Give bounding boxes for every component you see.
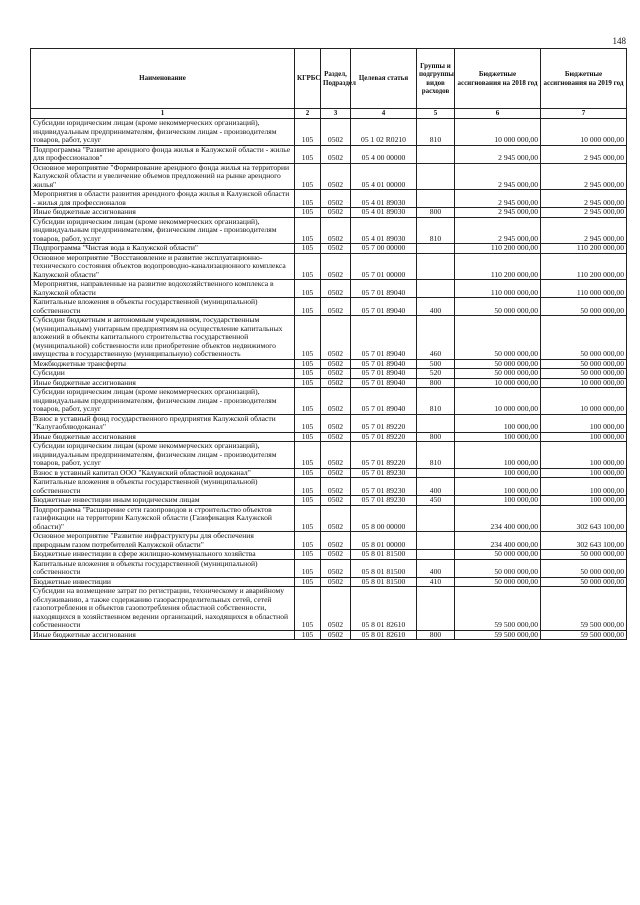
row-razdel: 0502 [321,577,351,587]
row-razdel: 0502 [321,316,351,360]
row-budget-2019: 10 000 000,00 [541,388,627,415]
row-expense-type: 810 [417,442,455,469]
column-number-row [31,109,627,119]
row-expense-type [417,414,455,432]
row-kgrbs: 105 [295,369,321,379]
row-expense-type [417,532,455,550]
row-budget-2018: 59 500 000,00 [455,630,541,640]
table-row [31,163,627,190]
row-budget-2018: 50 000 000,00 [455,559,541,577]
table-header-row [31,49,627,109]
row-razdel: 0502 [321,550,351,560]
row-kgrbs: 105 [295,280,321,298]
row-kgrbs: 105 [295,359,321,369]
row-budget-2018: 2 945 000,00 [455,145,541,163]
row-budget-2018: 110 200 000,00 [455,253,541,280]
table-row [31,244,627,254]
row-kgrbs: 105 [295,190,321,208]
row-expense-type: 800 [417,378,455,388]
row-razdel: 0502 [321,388,351,415]
row-expense-type: 800 [417,208,455,218]
row-expense-type: 460 [417,316,455,360]
row-name: Взнос в уставный фонд государственного предприятия Калужской области "Калугаоблводоканал" [31,414,295,432]
header-name: Наименование [31,49,295,109]
row-target-article: 05 8 01 81500 [351,577,417,587]
row-budget-2019: 2 945 000,00 [541,190,627,208]
row-target-article: 05 8 01 82610 [351,630,417,640]
row-kgrbs: 105 [295,388,321,415]
row-razdel: 0502 [321,432,351,442]
row-target-article: 05 7 01 89040 [351,359,417,369]
row-target-article: 05 4 01 00000 [351,163,417,190]
row-name: Мероприятия, направленные на развитие водохозяйственного комплекса в Калужской области [31,280,295,298]
row-target-article: 05 7 01 89220 [351,442,417,469]
row-target-article: 05 7 00 00000 [351,244,417,254]
row-kgrbs: 105 [295,559,321,577]
table-row [31,559,627,577]
row-budget-2018: 59 500 000,00 [455,587,541,631]
row-target-article: 05 8 01 81500 [351,559,417,577]
row-expense-type [417,587,455,631]
row-name: Капитальные вложения в объекты государственной (муниципальной) собственности [31,298,295,316]
row-expense-type [417,468,455,478]
row-razdel: 0502 [321,280,351,298]
row-name: Субсидии юридическим лицам (кроме некоммерческих организаций), индивидуальным предпринимателям, физическим лицам - производителям товаров, работ, услуг [31,119,295,146]
row-razdel: 0502 [321,298,351,316]
row-kgrbs: 105 [295,505,321,532]
row-expense-type [417,550,455,560]
row-budget-2018: 2 945 000,00 [455,217,541,244]
row-kgrbs: 105 [295,217,321,244]
row-razdel: 0502 [321,630,351,640]
row-name: Подпрограмма "Чистая вода в Калужской области" [31,244,295,254]
row-budget-2018: 234 400 000,00 [455,532,541,550]
row-razdel: 0502 [321,496,351,506]
table-row [31,587,627,631]
table-row [31,217,627,244]
row-budget-2019: 110 200 000,00 [541,253,627,280]
row-name: Субсидии юридическим лицам (кроме некоммерческих организаций), индивидуальным предпринимателям, физическим лицам - производителям товаров, работ, услуг [31,442,295,469]
row-razdel: 0502 [321,442,351,469]
row-expense-type [417,163,455,190]
row-razdel: 0502 [321,559,351,577]
row-razdel: 0502 [321,208,351,218]
row-name: Межбюджетные трансферты [31,359,295,369]
row-expense-type: 520 [417,369,455,379]
header-statia: Целевая статья [351,49,417,109]
row-budget-2019: 59 500 000,00 [541,587,627,631]
column-number: 4 [351,109,417,119]
row-name: Субсидии на возмещение затрат по регистрации, техническому и аварийному обслуживанию, а также содержанию газораспределительных сетей, сетей газопотребления и объектов газопотребления областной собственности, находящихся в хозяйственном ведении организаций, находящихся в областной собственности [31,587,295,631]
row-kgrbs: 105 [295,442,321,469]
row-razdel: 0502 [321,217,351,244]
row-expense-type: 400 [417,559,455,577]
row-budget-2018: 100 000,00 [455,496,541,506]
row-name: Капитальные вложения в объекты государственной (муниципальной) собственности [31,478,295,496]
row-expense-type: 410 [417,577,455,587]
table-row [31,478,627,496]
row-name: Бюджетные инвестиции [31,577,295,587]
row-budget-2018: 100 000,00 [455,414,541,432]
row-target-article: 05 4 01 89030 [351,190,417,208]
row-kgrbs: 105 [295,208,321,218]
row-budget-2019: 2 945 000,00 [541,208,627,218]
row-expense-type: 810 [417,217,455,244]
row-budget-2019: 110 200 000,00 [541,244,627,254]
row-target-article: 05 4 01 89030 [351,208,417,218]
row-budget-2018: 2 945 000,00 [455,208,541,218]
table-row [31,388,627,415]
header-budget-2018: Бюджетные ассигнования на 2018 год [455,49,541,109]
row-budget-2018: 100 000,00 [455,442,541,469]
row-name: Иные бюджетные ассигнования [31,378,295,388]
row-budget-2019: 100 000,00 [541,496,627,506]
row-budget-2019: 302 643 100,00 [541,532,627,550]
row-name: Взнос в уставный капитал ООО "Калужский областной водоканал" [31,468,295,478]
row-budget-2018: 110 200 000,00 [455,244,541,254]
row-razdel: 0502 [321,145,351,163]
header-budget-2019: Бюджетные ассигнования на 2019 год [541,49,627,109]
table-row [31,316,627,360]
row-budget-2018: 2 945 000,00 [455,163,541,190]
column-number: 3 [321,109,351,119]
table-row [31,298,627,316]
row-expense-type: 500 [417,359,455,369]
row-target-article: 05 7 01 89040 [351,316,417,360]
row-name: Субсидии юридическим лицам (кроме некоммерческих организаций), индивидуальным предпринимателям, физическим лицам - производителям товаров, работ, услуг [31,388,295,415]
table-row [31,145,627,163]
row-kgrbs: 105 [295,630,321,640]
row-razdel: 0502 [321,190,351,208]
table-row [31,280,627,298]
row-name: Бюджетные инвестиции иным юридическим лицам [31,496,295,506]
row-kgrbs: 105 [295,298,321,316]
row-budget-2018: 50 000 000,00 [455,298,541,316]
row-budget-2018: 110 000 000,00 [455,280,541,298]
table-row [31,550,627,560]
row-razdel: 0502 [321,532,351,550]
row-budget-2018: 2 945 000,00 [455,190,541,208]
row-razdel: 0502 [321,359,351,369]
row-kgrbs: 105 [295,496,321,506]
row-kgrbs: 105 [295,550,321,560]
row-expense-type: 800 [417,432,455,442]
row-expense-type: 450 [417,496,455,506]
row-budget-2018: 50 000 000,00 [455,369,541,379]
table-row [31,414,627,432]
row-expense-type [417,190,455,208]
row-budget-2019: 100 000,00 [541,468,627,478]
row-expense-type: 400 [417,298,455,316]
row-kgrbs: 105 [295,163,321,190]
row-target-article: 05 7 01 89230 [351,478,417,496]
row-expense-type: 800 [417,630,455,640]
row-target-article: 05 4 00 00000 [351,145,417,163]
row-target-article: 05 7 01 89040 [351,369,417,379]
row-expense-type [417,244,455,254]
row-target-article: 05 7 01 89220 [351,432,417,442]
row-expense-type [417,280,455,298]
row-target-article: 05 7 01 89220 [351,414,417,432]
row-razdel: 0502 [321,253,351,280]
row-kgrbs: 105 [295,577,321,587]
table-row [31,496,627,506]
row-budget-2019: 100 000,00 [541,478,627,496]
row-razdel: 0502 [321,119,351,146]
row-kgrbs: 105 [295,244,321,254]
row-name: Основное мероприятие "Развитие инфраструктуры для обеспечения природным газом потребителей Калужской области" [31,532,295,550]
row-target-article: 05 7 01 89230 [351,468,417,478]
row-budget-2018: 100 000,00 [455,468,541,478]
column-number: 6 [455,109,541,119]
row-razdel: 0502 [321,478,351,496]
row-expense-type [417,145,455,163]
row-target-article: 05 8 01 81500 [351,550,417,560]
row-target-article: 05 7 01 89040 [351,298,417,316]
row-name: Иные бюджетные ассигнования [31,432,295,442]
row-target-article: 05 7 01 89040 [351,280,417,298]
row-name: Иные бюджетные ассигнования [31,208,295,218]
row-budget-2018: 100 000,00 [455,478,541,496]
column-number: 7 [541,109,627,119]
table-row [31,532,627,550]
table-row [31,208,627,218]
row-name: Субсидии [31,369,295,379]
row-expense-type: 400 [417,478,455,496]
row-kgrbs: 105 [295,253,321,280]
row-name: Бюджетные инвестиции в сфере жилищно-коммунального хозяйства [31,550,295,560]
row-razdel: 0502 [321,163,351,190]
row-expense-type: 810 [417,119,455,146]
table-row [31,442,627,469]
row-budget-2018: 234 400 000,00 [455,505,541,532]
row-razdel: 0502 [321,505,351,532]
row-budget-2019: 59 500 000,00 [541,630,627,640]
row-budget-2019: 302 643 100,00 [541,505,627,532]
row-name: Капитальные вложения в объекты государственной (муниципальной) собственности [31,559,295,577]
row-kgrbs: 105 [295,145,321,163]
budget-table [30,48,627,640]
row-expense-type: 810 [417,388,455,415]
table-row [31,190,627,208]
column-number: 5 [417,109,455,119]
table-row [31,630,627,640]
row-budget-2019: 100 000,00 [541,432,627,442]
row-kgrbs: 105 [295,378,321,388]
row-budget-2018: 10 000 000,00 [455,378,541,388]
row-budget-2019: 50 000 000,00 [541,359,627,369]
row-budget-2019: 2 945 000,00 [541,217,627,244]
row-budget-2019: 10 000 000,00 [541,378,627,388]
row-budget-2019: 50 000 000,00 [541,298,627,316]
row-budget-2019: 2 945 000,00 [541,145,627,163]
header-razdel: Раздел, Подраздел [321,49,351,109]
row-budget-2019: 50 000 000,00 [541,550,627,560]
row-razdel: 0502 [321,369,351,379]
table-row [31,505,627,532]
row-kgrbs: 105 [295,587,321,631]
row-budget-2019: 2 945 000,00 [541,163,627,190]
row-kgrbs: 105 [295,468,321,478]
row-target-article: 05 7 01 89230 [351,496,417,506]
table-row [31,119,627,146]
column-number: 1 [31,109,295,119]
header-vid: Группы и подгруппы видов расходов [417,49,455,109]
row-kgrbs: 105 [295,478,321,496]
row-budget-2019: 100 000,00 [541,442,627,469]
row-razdel: 0502 [321,244,351,254]
row-name: Основное мероприятие "Формирование арендного фонда жилья на территории Калужской области и увеличение объемов предложений на рынке арендного жилья" [31,163,295,190]
row-budget-2019: 50 000 000,00 [541,577,627,587]
row-budget-2018: 10 000 000,00 [455,119,541,146]
row-budget-2018: 50 000 000,00 [455,359,541,369]
row-name: Иные бюджетные ассигнования [31,630,295,640]
row-kgrbs: 105 [295,119,321,146]
row-budget-2018: 50 000 000,00 [455,550,541,560]
row-budget-2018: 50 000 000,00 [455,577,541,587]
row-budget-2018: 10 000 000,00 [455,388,541,415]
row-target-article: 05 7 01 89040 [351,378,417,388]
row-budget-2019: 100 000,00 [541,414,627,432]
row-name: Субсидии бюджетным и автономным учреждениям, государственным (муниципальным) унитарным предприятиям на осуществление капитальных вложений в объекты капитального строительства государственной (муниципальной) собственности или приобретение объектов недвижимого имущества в государственную (муниципальную) собственность [31,316,295,360]
row-budget-2019: 50 000 000,00 [541,316,627,360]
row-target-article: 05 8 01 82610 [351,587,417,631]
row-razdel: 0502 [321,468,351,478]
row-name: Основное мероприятие "Восстановление и развитие эксплуатационно-технического состояния объектов водопроводно-канализационного комплекса Калужской области" [31,253,295,280]
row-razdel: 0502 [321,587,351,631]
row-target-article: 05 8 01 00000 [351,532,417,550]
row-name: Субсидии юридическим лицам (кроме некоммерческих организаций), индивидуальным предпринимателям, физическим лицам - производителям товаров, работ, услуг [31,217,295,244]
row-kgrbs: 105 [295,414,321,432]
header-kgrbs: КГРБС [295,49,321,109]
row-budget-2019: 50 000 000,00 [541,369,627,379]
row-target-article: 05 4 01 89030 [351,217,417,244]
row-target-article: 05 7 01 00000 [351,253,417,280]
row-name: Подпрограмма "Развитие арендного фонда жилья в Калужской области - жилье для профессионалов" [31,145,295,163]
table-row [31,253,627,280]
row-razdel: 0502 [321,414,351,432]
row-target-article: 05 8 00 00000 [351,505,417,532]
row-budget-2019: 50 000 000,00 [541,559,627,577]
row-target-article: 05 1 02 R0210 [351,119,417,146]
row-name: Мероприятия в области развития арендного фонда жилья в Калужской области - жилья для профессионалов [31,190,295,208]
row-budget-2019: 110 000 000,00 [541,280,627,298]
row-name: Подпрограмма "Расширение сети газопроводов и строительство объектов газификации на территории Калужской области (Газификация Калужской области)" [31,505,295,532]
table-row [31,369,627,379]
row-kgrbs: 105 [295,532,321,550]
row-budget-2019: 10 000 000,00 [541,119,627,146]
row-razdel: 0502 [321,378,351,388]
row-expense-type [417,253,455,280]
row-budget-2018: 100 000,00 [455,432,541,442]
row-kgrbs: 105 [295,316,321,360]
page-number: 148 [612,36,626,46]
row-kgrbs: 105 [295,432,321,442]
row-expense-type [417,505,455,532]
column-number: 2 [295,109,321,119]
row-target-article: 05 7 01 89040 [351,388,417,415]
row-budget-2018: 50 000 000,00 [455,316,541,360]
